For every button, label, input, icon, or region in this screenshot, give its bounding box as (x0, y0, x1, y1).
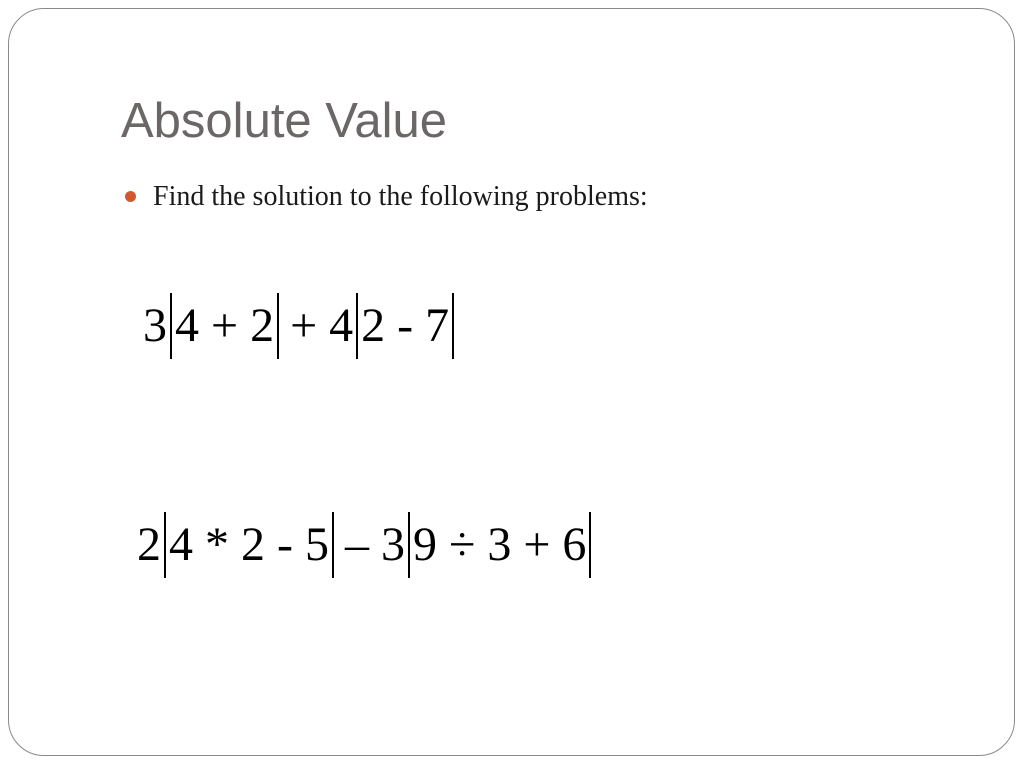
bullet-text: Find the solution to the following problems: (153, 181, 648, 212)
expr2-operator-term: – 3 (344, 518, 405, 571)
bullet-dot-icon (125, 191, 136, 202)
expr2-abs-content-1: 4 * 2 - 5 (169, 518, 329, 571)
math-expression-1 (143, 293, 457, 359)
expr1-abs-content-1: 4 + 2 (175, 299, 275, 352)
expr2-coefficient: 2 (137, 518, 161, 571)
abs-bar-open (164, 512, 166, 578)
abs-bar-close (332, 512, 334, 578)
expr2-abs-content-2: 9 ÷ 3 + 6 (412, 518, 587, 571)
math-expression-2 (137, 512, 594, 578)
slide-frame (8, 8, 1015, 756)
abs-bar-close (589, 512, 591, 578)
abs-bar-close (452, 293, 454, 359)
slide-title: Absolute Value (121, 94, 447, 148)
abs-bar-open (170, 293, 172, 359)
abs-bar-open (408, 512, 410, 578)
abs-bar-open (356, 293, 358, 359)
expr1-operator-term: + 4 (290, 299, 354, 352)
abs-bar-close (277, 293, 279, 359)
expr1-abs-content-2: 2 - 7 (361, 299, 450, 352)
expr1-coefficient: 3 (143, 299, 167, 352)
